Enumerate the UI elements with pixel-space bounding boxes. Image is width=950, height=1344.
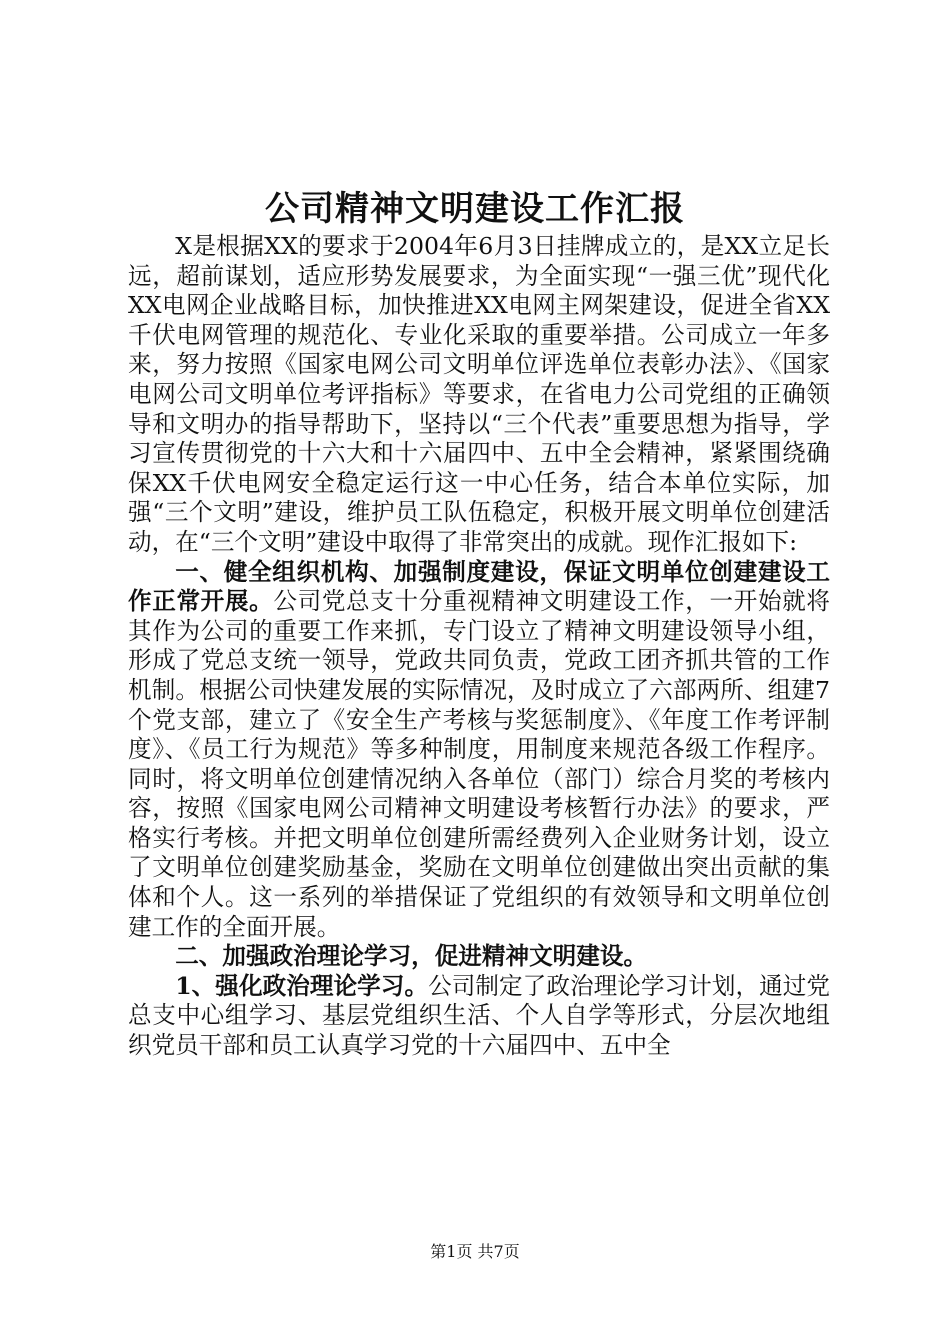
document-body [128, 232, 830, 1061]
paragraph-text: X是根据XX的要求于2004年6月3日挂牌成立的，是XX立足长远，超前谋划，适应形势发展要求，为全面实现“一强三优”现代化XX电网企业战略目标，加快推进XX电网主网架建设，促进全省XX千伏电网管理的规范化、专业化采取的重要举措。公司成立一年多来，努力按照《国家电网公司文明单位评选单位表彰办法》、《国家电网公司文明单位考评指标》等要求，在省电力公司党组的正确领导和文明办的指导帮助下，坚持以“三个代表”重要思想为指导，学习宣传贯彻党的十六大和十六届四中、五中全会精神，紧紧围绕确保XX千伏电网安全稳定运行这一中心任务，结合本单位实际，加强“三个文明”建设，维护员工队伍稳定，积极开展文明单位创建活动，在“三个文明”建设中取得了非常突出的成就。现作汇报如下: [128, 232, 830, 556]
paragraph [128, 942, 830, 972]
paragraph-text: 公司党总支十分重视精神文明建设工作，一开始就将其作为公司的重要工作来抓，专门设立了精神文明建设领导小组，形成了党总支统一领导，党政共同负责，党政工团齐抓共管的工作机制。根据公司快建发展的实际情况，及时成立了六部两所、组建7个党支部，建立了《安全生产考核与奖惩制度》、《年度工作考评制度》、《员工行为规范》等多种制度，用制度来规范各级工作程序。同时，将文明单位创建情况纳入各单位（部门）综合月奖的考核内容，按照《国家电网公司精神文明建设考核暂行办法》的要求，严格实行考核。并把文明单位创建所需经费列入企业财务计划，设立了文明单位创建奖励基金，奖励在文明单位创建做出突出贡献的集体和个人。这一系列的举措保证了党组织的有效领导和文明单位创建工作的全面开展。 [128, 587, 831, 941]
section-heading: 二、加强政治理论学习，促进精神文明建设。 [175, 942, 648, 971]
subsection-heading: 1、强化政治理论学习。 [175, 971, 429, 1000]
page-footer: 第1页 共7页 [430, 1242, 520, 1261]
document-title: 公司精神文明建设工作汇报 [265, 189, 685, 229]
paragraph-text: 公司制定了政治理论学习计划，通过党总支中心组学习、基层党组织生活、个人自学等形式，分层次地组织党员干部和员工认真学习党的十六届四中、五中全 [128, 971, 831, 1060]
section-heading: 一、健全组织机构、加强制度建设，保证文明单位创建建设工作正常开展。 [128, 557, 830, 616]
paragraph [128, 972, 830, 1061]
paragraph [128, 232, 830, 558]
paragraph [128, 558, 830, 943]
